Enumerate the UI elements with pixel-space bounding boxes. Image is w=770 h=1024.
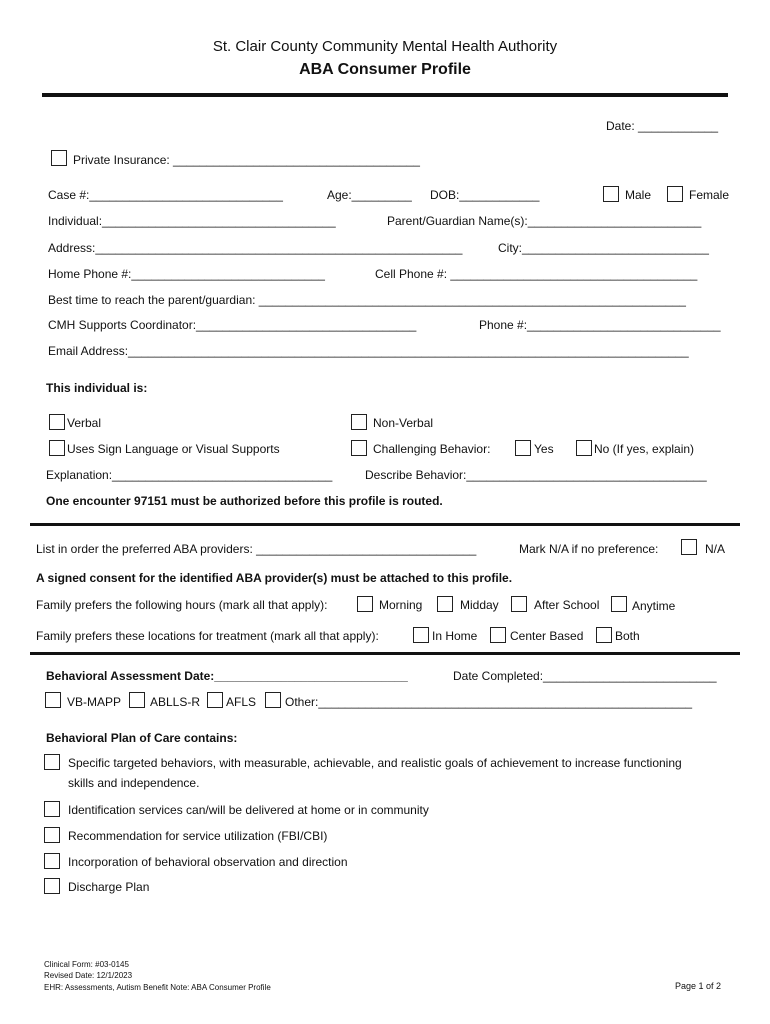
both-checkbox[interactable] — [596, 627, 612, 643]
age-field[interactable]: Age:_________ — [327, 188, 412, 202]
plan-item-label: Specific targeted behaviors, with measurable, achievable, and realistic goals of achievement to increase functioning — [68, 756, 682, 770]
plan-item-label: Identification services can/will be delivered at home or in community — [68, 803, 429, 817]
plan-item-label: skills and independence. — [68, 776, 200, 790]
case-number-field[interactable]: Case #:_____________________________ — [48, 188, 283, 202]
anytime-label: Anytime — [632, 599, 676, 613]
both-label: Both — [615, 629, 640, 643]
footer-form-number: Clinical Form: #03-0145 — [44, 960, 129, 969]
after-school-label: After School — [534, 598, 600, 612]
plan-heading: Behavioral Plan of Care contains: — [46, 731, 238, 745]
footer-revised-date: Revised Date: 12/1/2023 — [44, 971, 133, 980]
morning-checkbox[interactable] — [357, 596, 373, 612]
plan-item-checkbox[interactable] — [44, 754, 60, 770]
private-insurance-field[interactable]: Private Insurance: _____________________________________ — [73, 153, 420, 167]
verbal-checkbox[interactable] — [49, 414, 65, 430]
parent-guardian-field[interactable]: Parent/Guardian Name(s):__________________________ — [387, 214, 702, 228]
center-based-label: Center Based — [510, 629, 584, 643]
address-field[interactable]: Address:_______________________________________________________ — [48, 241, 463, 255]
challenging-behavior-label: Challenging Behavior: — [373, 442, 491, 456]
midday-checkbox[interactable] — [437, 596, 453, 612]
non-verbal-checkbox[interactable] — [351, 414, 367, 430]
morning-label: Morning — [379, 598, 423, 612]
male-label: Male — [625, 188, 652, 202]
email-field[interactable]: Email Address:____________________________________________________________________________________ — [48, 344, 689, 358]
yes-label: Yes — [534, 442, 554, 456]
dob-field[interactable]: DOB:____________ — [430, 188, 540, 202]
cell-phone-field[interactable]: Cell Phone #: _____________________________________ — [375, 267, 698, 281]
challenging-behavior-checkbox[interactable] — [351, 440, 367, 456]
vb-mapp-checkbox[interactable] — [45, 692, 61, 708]
describe-behavior-field[interactable]: Describe Behavior:____________________________________ — [365, 468, 707, 482]
afls-checkbox[interactable] — [207, 692, 223, 708]
sign-language-checkbox[interactable] — [49, 440, 65, 456]
na-label: N/A — [705, 542, 726, 556]
individual-section-heading: This individual is: — [46, 381, 148, 395]
coordinator-phone-field[interactable]: Phone #:_____________________________ — [479, 318, 721, 332]
supports-coordinator-field[interactable]: CMH Supports Coordinator:_________________________________ — [48, 318, 417, 332]
after-school-checkbox[interactable] — [511, 596, 527, 612]
other-checkbox[interactable] — [265, 692, 281, 708]
anytime-checkbox[interactable] — [611, 596, 627, 612]
hours-label: Family prefers the following hours (mark all that apply): — [36, 598, 328, 612]
assessment-date-field[interactable]: Behavioral Assessment Date:_____________________________ — [46, 669, 408, 683]
preferred-providers-field[interactable]: List in order the preferred ABA providers: _________________________________ — [36, 542, 477, 556]
yes-checkbox[interactable] — [515, 440, 531, 456]
sign-language-label: Uses Sign Language or Visual Supports — [67, 442, 280, 456]
footer-ehr: EHR: Assessments, Autism Benefit Note: ABA Consumer Profile — [44, 983, 271, 992]
in-home-label: In Home — [432, 629, 478, 643]
org-name: St. Clair County Community Mental Health Authority — [212, 38, 558, 55]
date-completed-field[interactable]: Date Completed:__________________________ — [453, 669, 717, 683]
center-based-checkbox[interactable] — [490, 627, 506, 643]
verbal-label: Verbal — [67, 416, 102, 430]
in-home-checkbox[interactable] — [413, 627, 429, 643]
private-insurance-checkbox[interactable] — [51, 150, 67, 166]
mark-na-label: Mark N/A if no preference: — [519, 542, 659, 556]
date-field[interactable]: Date: ____________ — [606, 119, 719, 133]
plan-item-checkbox[interactable] — [44, 801, 60, 817]
non-verbal-label: Non-Verbal — [373, 416, 434, 430]
ablls-r-checkbox[interactable] — [129, 692, 145, 708]
no-checkbox[interactable] — [576, 440, 592, 456]
page-number: Page 1 of 2 — [675, 981, 722, 991]
individual-field[interactable]: Individual:___________________________________ — [48, 214, 336, 228]
consent-note: A signed consent for the identified ABA provider(s) must be attached to this profile. — [36, 571, 513, 585]
plan-item-checkbox[interactable] — [44, 853, 60, 869]
page-title: ABA Consumer Profile — [299, 61, 471, 78]
authorization-note: One encounter 97151 must be authorized before this profile is routed. — [46, 494, 443, 508]
explanation-field[interactable]: Explanation:_________________________________ — [46, 468, 333, 482]
plan-item-label: Discharge Plan — [68, 880, 150, 894]
female-label: Female — [689, 188, 730, 202]
male-checkbox[interactable] — [603, 186, 619, 202]
home-phone-field[interactable]: Home Phone #:_____________________________ — [48, 267, 325, 281]
other-field[interactable]: Other:________________________________________________________ — [285, 695, 693, 709]
ablls-r-label: ABLLS-R — [150, 695, 201, 709]
section-divider-1 — [30, 523, 740, 526]
na-checkbox[interactable] — [681, 539, 697, 555]
plan-item-checkbox[interactable] — [44, 827, 60, 843]
locations-label: Family prefers these locations for treatment (mark all that apply): — [36, 629, 379, 643]
section-divider-2 — [30, 652, 740, 655]
vb-mapp-label: VB-MAPP — [67, 695, 122, 709]
best-time-field[interactable]: Best time to reach the parent/guardian: ________________________________________________________________ — [48, 293, 686, 307]
afls-label: AFLS — [226, 695, 257, 709]
no-label: No (If yes, explain) — [594, 442, 695, 456]
plan-item-checkbox[interactable] — [44, 878, 60, 894]
city-field[interactable]: City:____________________________ — [498, 241, 709, 255]
header-rule — [42, 93, 728, 97]
plan-item-label: Recommendation for service utilization (FBI/CBI) — [68, 829, 328, 843]
midday-label: Midday — [460, 598, 499, 612]
female-checkbox[interactable] — [667, 186, 683, 202]
plan-item-label: Incorporation of behavioral observation and direction — [68, 855, 348, 869]
